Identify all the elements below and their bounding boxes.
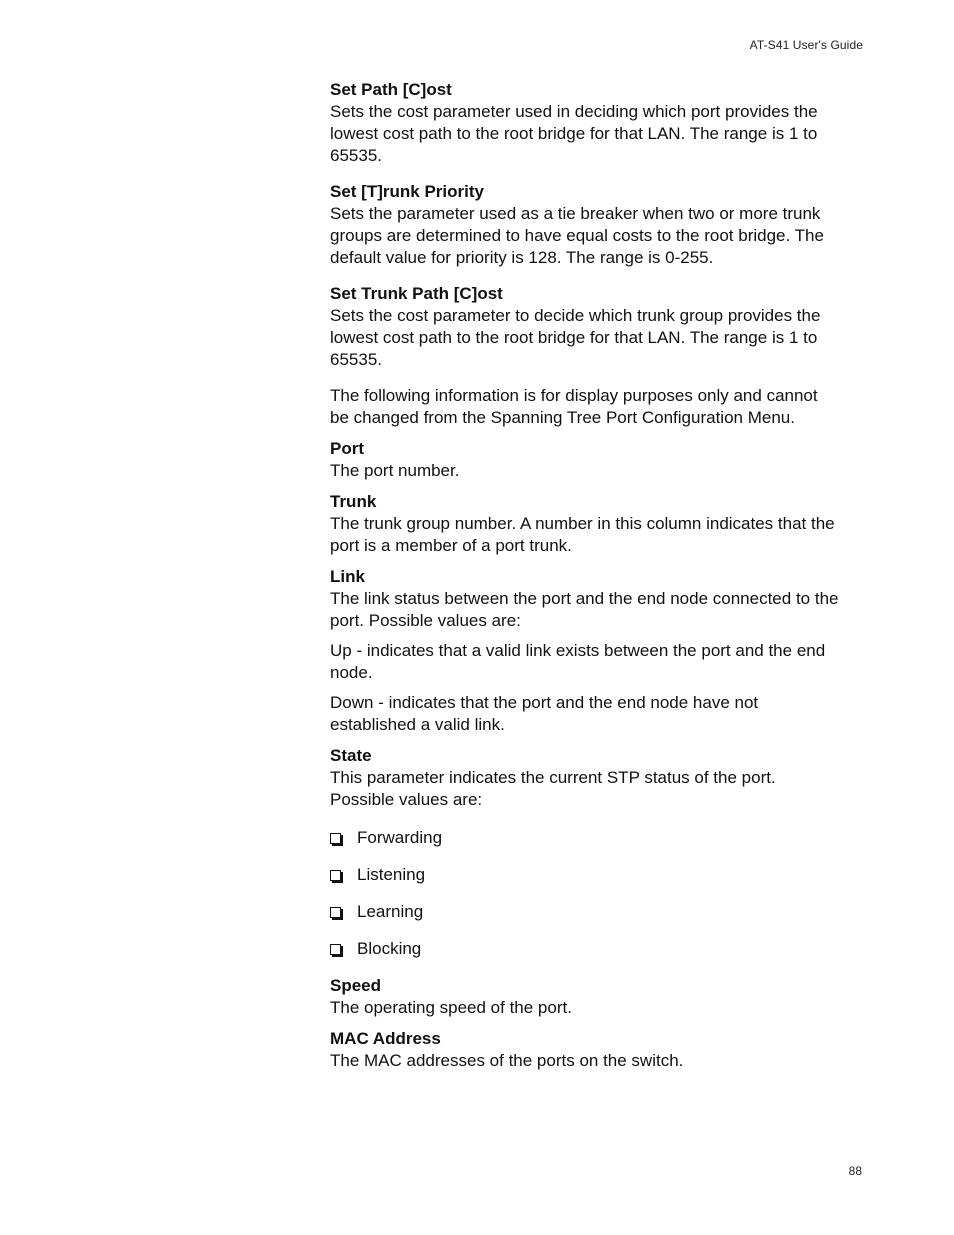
list-item bbox=[330, 827, 840, 849]
section-link bbox=[330, 566, 840, 736]
running-header: AT-S41 User's Guide bbox=[749, 38, 863, 52]
section-trunk bbox=[330, 491, 840, 557]
section-port bbox=[330, 438, 840, 482]
path-cost-description: Sets the cost parameter used in deciding which port provides the lowest cost path to the root bridge for that LAN. The range is 1 to 65535. bbox=[330, 102, 818, 165]
mac-address-heading: MAC Address bbox=[330, 1029, 441, 1048]
trunk-description: The trunk group number. A number in this column indicates that the port is a member of a port trunk. bbox=[330, 514, 835, 555]
speed-heading: Speed bbox=[330, 976, 382, 995]
link-description: The link status between the port and the end node connected to the port. Possible values are: bbox=[330, 589, 839, 630]
state-value-label: Forwarding bbox=[357, 828, 443, 847]
state-values-list bbox=[330, 827, 840, 960]
trunk-path-cost-heading: Set Trunk Path [C]ost bbox=[330, 284, 503, 303]
section-trunk-path-cost bbox=[330, 283, 840, 371]
state-heading: State bbox=[330, 746, 372, 765]
port-heading: Port bbox=[330, 439, 364, 458]
path-cost-heading: Set Path [C]ost bbox=[330, 80, 452, 99]
mac-address-description: The MAC addresses of the ports on the switch. bbox=[330, 1051, 684, 1070]
section-speed bbox=[330, 975, 840, 1019]
trunk-path-cost-description: Sets the cost parameter to decide which trunk group provides the lowest cost path to the root bridge for that LAN. The range is 1 to 65535. bbox=[330, 306, 821, 369]
trunk-heading: Trunk bbox=[330, 492, 377, 511]
list-item bbox=[330, 901, 840, 923]
checkbox-bullet-icon bbox=[330, 833, 341, 844]
speed-description: The operating speed of the port. bbox=[330, 998, 572, 1017]
port-description: The port number. bbox=[330, 461, 460, 480]
checkbox-bullet-icon bbox=[330, 907, 341, 918]
trunk-priority-heading: Set [T]runk Priority bbox=[330, 182, 484, 201]
link-heading: Link bbox=[330, 567, 365, 586]
state-value-label: Learning bbox=[357, 902, 424, 921]
checkbox-bullet-icon bbox=[330, 870, 341, 881]
trunk-priority-description: Sets the parameter used as a tie breaker when two or more trunk groups are determined to have equal costs to the root bridge. The default value for priority is 128. The range is 0-255. bbox=[330, 204, 824, 267]
link-down-value: Down - indicates that the port and the end node have not established a valid link. bbox=[330, 693, 759, 734]
document-body bbox=[330, 79, 840, 1072]
state-description: This parameter indicates the current STP status of the port. Possible values are: bbox=[330, 768, 776, 809]
display-only-note: The following information is for display purposes only and cannot be changed from the Spanning Tree Port Configuration Menu. bbox=[330, 386, 818, 427]
section-state bbox=[330, 745, 840, 960]
section-trunk-priority bbox=[330, 181, 840, 269]
list-item bbox=[330, 864, 840, 886]
checkbox-bullet-icon bbox=[330, 944, 341, 955]
link-up-value: Up - indicates that a valid link exists between the port and the end node. bbox=[330, 641, 826, 682]
state-value-label: Blocking bbox=[357, 939, 422, 958]
state-value-label: Listening bbox=[357, 865, 426, 884]
page-number: 88 bbox=[848, 1164, 862, 1178]
section-mac-address bbox=[330, 1028, 840, 1072]
list-item bbox=[330, 938, 840, 960]
section-path-cost bbox=[330, 79, 840, 167]
